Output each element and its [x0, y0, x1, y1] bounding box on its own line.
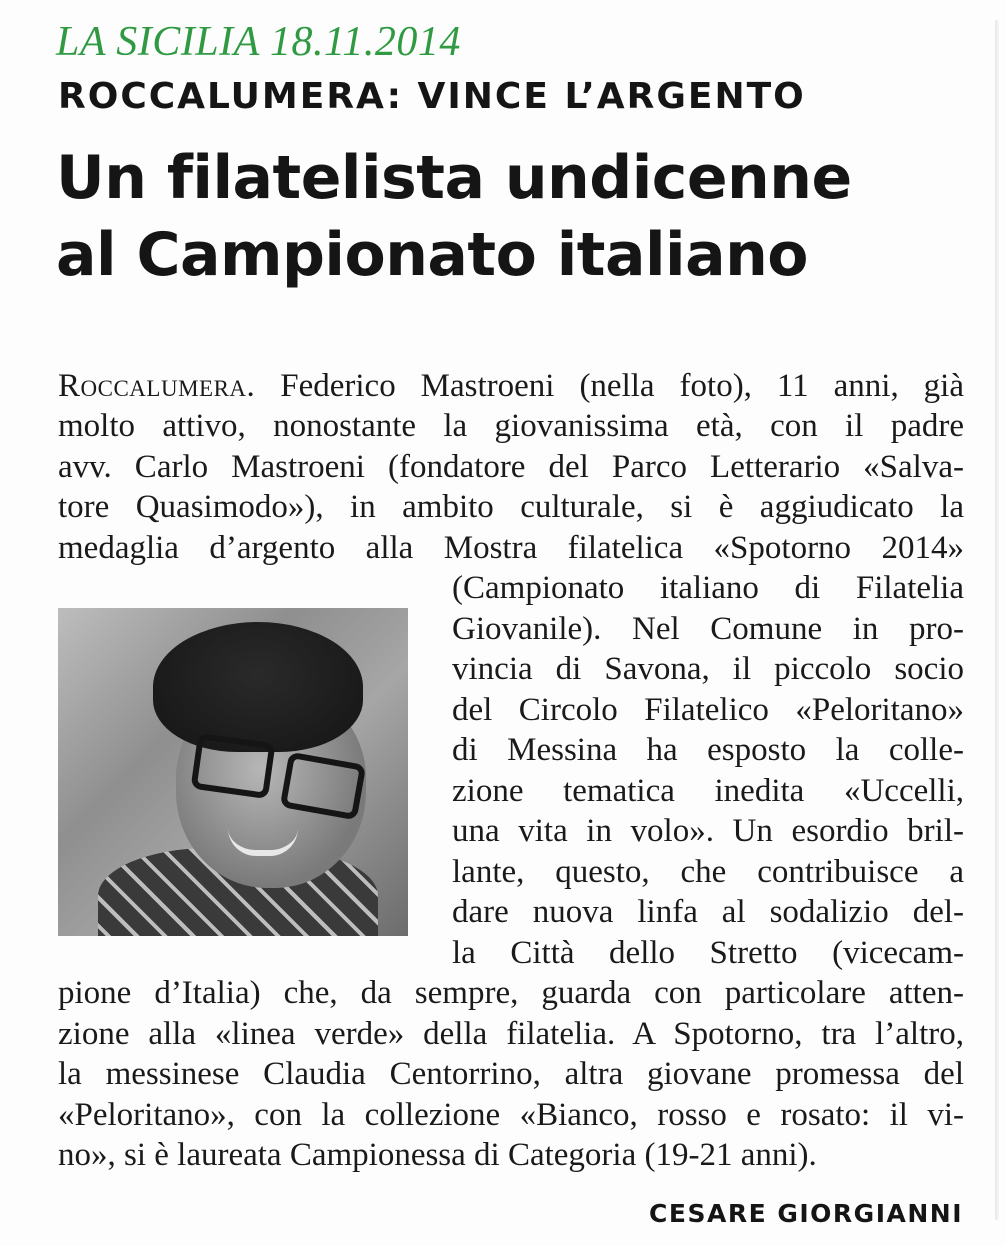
body-line: zione tematica inedita «Uccelli,: [452, 773, 964, 809]
body-line: pione d’Italia) che, da sempre, guarda con particolare atten-: [58, 975, 964, 1011]
body-line: di Messina ha esposto la colle-: [452, 732, 964, 768]
body-line: dare nuova linfa al sodalizio del-: [452, 894, 964, 930]
portrait-photo: [58, 608, 408, 936]
body-line: avv. Carlo Mastroeni (fondatore del Parco Letterario «Salva-: [58, 449, 964, 485]
kicker: ROCCALUMERA: VINCE L’ARGENTO: [58, 76, 806, 117]
body-line: una vita in volo». Un esordio bril-: [452, 813, 964, 849]
body-line: la messinese Claudia Centorrino, altra giovane promessa del: [58, 1056, 964, 1092]
body-line: Roccalumera. Federico Mastroeni (nella foto), 11 anni, già: [58, 368, 964, 404]
body-line: lante, questo, che contribuisce a: [452, 854, 964, 890]
body-line: molto attivo, nonostante la giovanissima età, con il padre: [58, 408, 964, 444]
headline-line-1: Un filatelista undicenne: [56, 143, 852, 213]
dateline: Roccalumera.: [58, 368, 256, 404]
headline: [56, 140, 986, 294]
body-line: medaglia d’argento alla Mostra filatelica «Spotorno 2014»: [58, 530, 964, 566]
body-line: vincia di Savona, il piccolo socio: [452, 651, 964, 687]
body-line: no», si è laureata Campionessa di Categoria (19-21 anni).: [58, 1137, 817, 1173]
body-line: del Circolo Filatelico «Peloritano»: [452, 692, 964, 728]
photo-glasses-left: [190, 733, 275, 799]
body-line: (Campionato italiano di Filatelia: [452, 570, 964, 606]
body-line: tore Quasimodo»), in ambito culturale, si è aggiudicato la: [58, 489, 964, 525]
byline: CESARE GIORGIANNI: [649, 1199, 963, 1228]
body-line: «Peloritano», con la collezione «Bianco, rosso e rosato: il vi-: [58, 1097, 964, 1133]
photo-hair: [153, 622, 363, 752]
headline-line-2: al Campionato italiano: [56, 220, 809, 290]
page-edge: [995, 20, 999, 1220]
body-line: zione alla «linea verde» della filatelia. A Spotorno, tra l’altro,: [58, 1016, 964, 1052]
body-line: la Città dello Stretto (vicecam-: [452, 935, 964, 971]
source-label: LA SICILIA 18.11.2014: [56, 19, 461, 65]
body-line: Giovanile). Nel Comune in pro-: [452, 611, 964, 647]
